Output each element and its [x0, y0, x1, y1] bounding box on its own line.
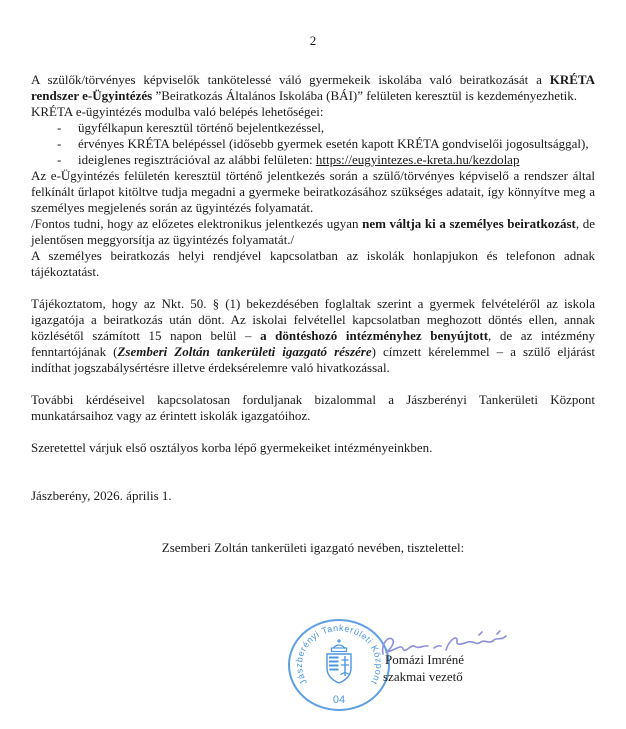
paragraph-important-note [31, 216, 595, 248]
paragraph-local-rules [31, 248, 595, 280]
inline-link[interactable]: https://eugyintezes.e-kreta.hu/kezdolap [315, 152, 520, 167]
text-run: A személyes beiratkozás helyi rendjével kapcsolatban az iskolák honlapjukon és telefonon adnak tájékoztatást. [31, 248, 595, 279]
text-run: /Fontos tudni, hogy az előzetes elektronikus jelentkezés ugyan [31, 216, 363, 231]
stamp-number: 04 [332, 694, 346, 706]
signatory-name: Pomázi Imréné [385, 652, 465, 667]
paragraph-welcome [31, 440, 595, 456]
text-run: KRÉTA e-ügyintézés modulba való belépés lehetőségei: [31, 104, 324, 119]
text-run: ideiglenes regisztrációval az alábbi felületen: [78, 152, 316, 167]
text-run: Zsemberi Zoltán tankerületi igazgató részére [117, 344, 372, 359]
text-run: a döntéshozó intézményhez benyújtott [260, 328, 489, 343]
page-number: 2 [309, 33, 317, 48]
paragraph-appeal [31, 296, 595, 376]
paragraph-intro [31, 72, 595, 104]
text-run: Szeretettel várjuk első osztályos korba lépő gyermekeiket intézményeinkben. [31, 440, 433, 455]
text-run: , de jelentősen meggyorsítja az ügyintézés folyamatát./ [31, 216, 595, 247]
text-run: Az e-Ügyintézés felületén keresztül történő jelentkezés során a szülő/törvényes képviselő a rendszer által felkínált űrlapot kitöltve tudja megadni a gyermeke beiratkozásához szükséges adatait, így könnyítve meg a személyes megjelenés során az ügyintézés folyamatát. [31, 168, 595, 215]
text-run: , de az intézmény fenntartójának ( [31, 328, 595, 359]
text-run: A szülők/törvényes képviselők tankötelessé váló gyermekeik iskolába való beiratkozását a [31, 72, 550, 87]
coat-of-arms-icon [327, 639, 351, 683]
bullet-marker: - [57, 136, 62, 151]
bullet-marker: - [57, 152, 62, 167]
paragraph-login-options [31, 104, 595, 120]
bullet-text [78, 152, 595, 168]
bullet-item-kreta-login [31, 136, 595, 152]
signatory-title: szakmai vezető [383, 669, 463, 684]
closing-line: Zsemberi Zoltán tankerületi igazgató nevében, tisztelettel: [161, 540, 465, 555]
text-run: nem váltja ki a személyes beiratkozást [362, 216, 576, 231]
bullet-list [31, 120, 595, 168]
bullet-text [78, 120, 595, 136]
date-line: Jászberény, 2026. április 1. [31, 488, 172, 503]
bullet-text [78, 136, 595, 152]
paragraph-eugyintezes-form [31, 168, 595, 216]
text-run: KRÉTA rendszer e-Ügyintézés [31, 72, 595, 103]
text-run: További kérdéseivel kapcsolatosan forduljanak bizalommal a Jászberényi Tankerületi Központ munkatársaihoz vagy az érintett iskolák igazgatóihoz. [31, 392, 595, 423]
text-run: ügyfélkapun keresztül történő bejelentkezéssel, [78, 120, 325, 135]
text-run: Tájékoztatom, hogy az Nkt. 50. § (1) bekezdésében foglaltak szerint a gyermek felvételéről az iskola igazgatója a beiratkozás után dönt. Az iskolai felvétellel kapcsolatban meghozott döntés ellen, annak közlésétől számított 15 napon belül – [31, 296, 595, 343]
bullet-item-temporary-registration [31, 152, 595, 168]
bullet-marker: - [57, 120, 62, 135]
bullet-item-client-gate [31, 120, 595, 136]
stamp-ring-text: Jászberényi Tankerületi Központ [293, 622, 385, 687]
paragraph-further-questions [31, 392, 595, 424]
text-run: ) címzett kérelemmel – a szülő eljárást indíthat jogszabálysértésre illetve érdeksérelemre való hivatkozással. [31, 344, 595, 375]
text-run: érvényes KRÉTA belépéssel (idősebb gyermek esetén kapott KRÉTA gondviselői jogosultsággal), [78, 136, 589, 151]
text-run: ”Beiratkozás Általános Iskolába (BÁI)” felületen keresztül is kezdeményezhetik. [152, 88, 578, 103]
